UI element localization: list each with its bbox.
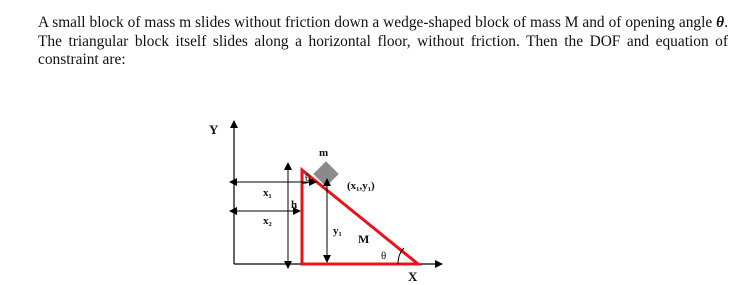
theta-bottom-label: θ bbox=[381, 250, 387, 262]
x2-label: x₂ bbox=[263, 215, 272, 227]
y1-label: y₁ bbox=[333, 225, 342, 237]
x-axis-label: X bbox=[408, 269, 418, 284]
problem-text-part-1: A small block of mass m slides without friction down a wedge-shaped block of mass M and of opening angle bbox=[38, 14, 717, 31]
block-m-label: m bbox=[319, 147, 329, 159]
x1-label: x₁ bbox=[263, 187, 272, 199]
theta-top-label: θ bbox=[305, 172, 311, 184]
theta-symbol: θ bbox=[716, 14, 725, 31]
y-axis-label: Y bbox=[209, 122, 219, 137]
coords-label: (x₁,y₁) bbox=[347, 180, 375, 192]
wedge-M-label: M bbox=[358, 232, 370, 246]
h-label: h bbox=[291, 199, 298, 211]
problem-text-part-2: . The triangular block itself slides along a horizontal floor, without friction. Then the DOF and equation of constraint are: bbox=[38, 14, 728, 68]
